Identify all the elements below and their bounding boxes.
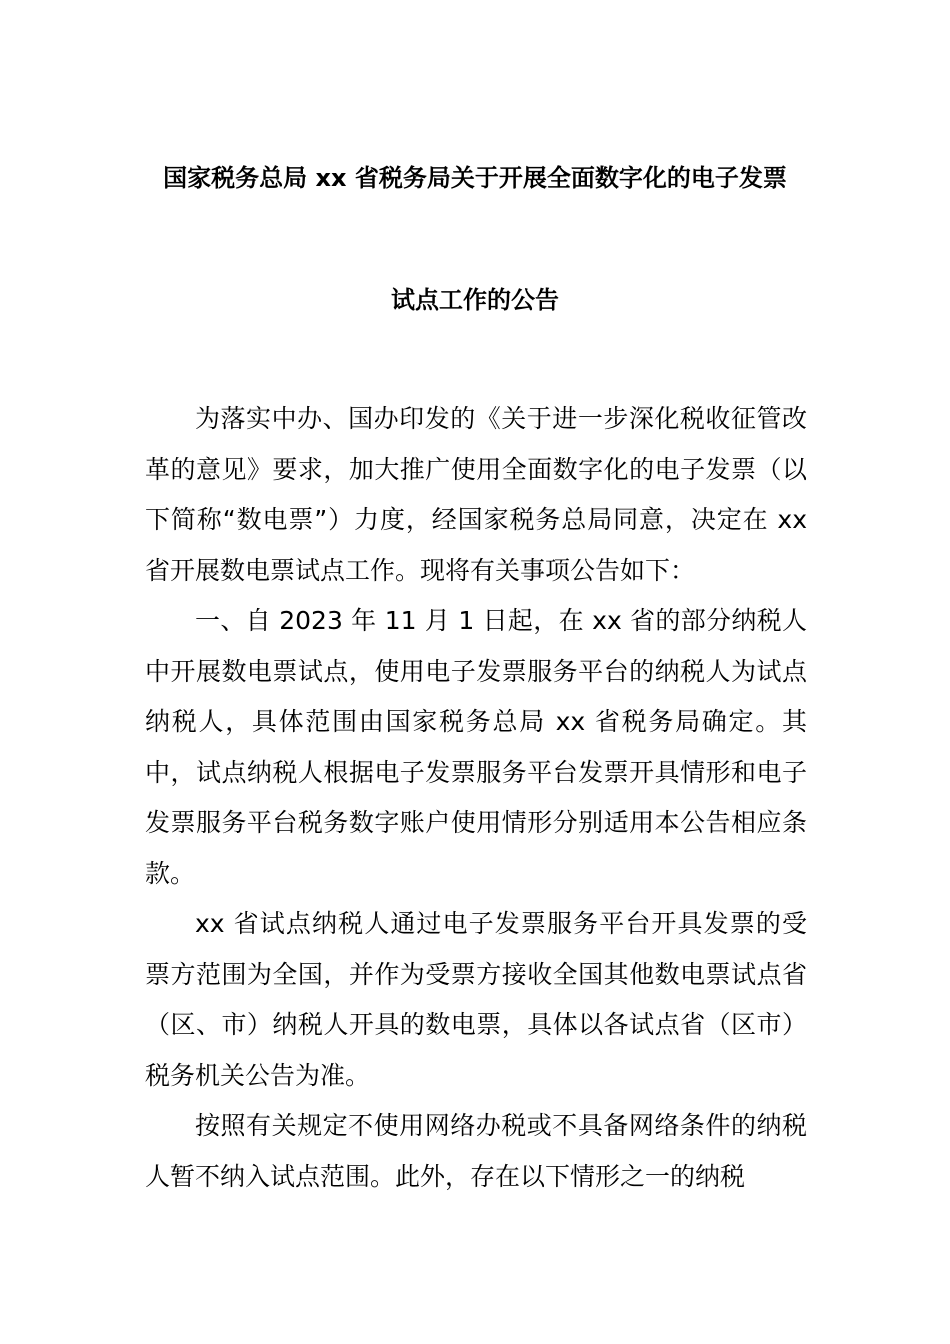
paragraph-exclusions: 按照有关规定不使用网络办税或不具备网络条件的纳税人暂不纳入试点范围。此外，存在以下情形之一的纳税 (145, 1111, 807, 1191)
paragraph-intro: 为落实中办、国办印发的《关于进一步深化税收征管改革的意见》要求，加大推广使用全面数字化的电子发票（以下简称“数电票”）力度，经国家税务总局同意，决定在 xx 省开展数电票试点工作。现将有关事项公告如下： (145, 404, 807, 585)
paragraph-item-1: 一、自 2023 年 11 月 1 日起，在 xx 省的部分纳税人中开展数电票试点，使用电子发票服务平台的纳税人为试点纳税人，具体范围由国家税务总局 xx 省税务局确定。其中，试点纳税人根据电子发票服务平台发票开具情形和电子发票服务平台税务数字账户使用情形分别适用本公告相应条款。 (145, 606, 807, 888)
document-body (145, 394, 807, 1202)
document-title-line-1: 国家税务总局 xx 省税务局关于开展全面数字化的电子发票 (163, 164, 787, 192)
paragraph-receiver-scope: xx 省试点纳税人通过电子发票服务平台开具发票的受票方范围为全国，并作为受票方接收全国其他数电票试点省（区、市）纳税人开具的数电票，具体以各试点省（区市）税务机关公告为准。 (145, 909, 807, 1090)
document-title-line-2: 试点工作的公告 (391, 286, 559, 314)
